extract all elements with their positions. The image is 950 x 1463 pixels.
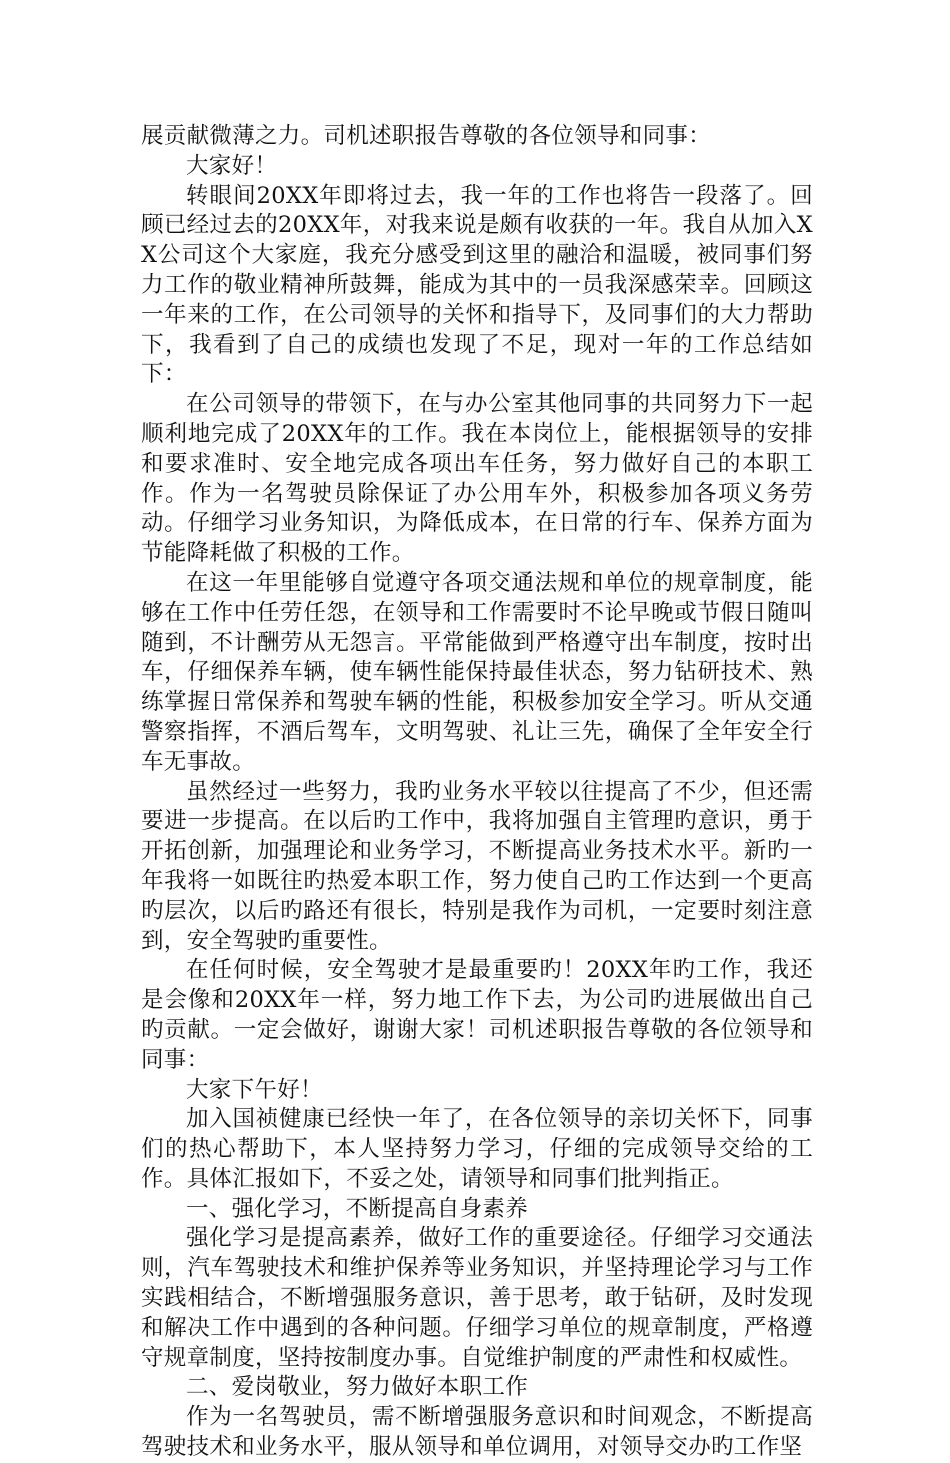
paragraph-11: 强化学习是提高素养，做好工作的重要途径。仔细学习交通法则，汽车驾驶技术和维护保养等业务知识，并坚持理论学习与工作实践相结合，不断增强服务意识，善于思考，敢于钻研，及时发现和解决工作中遇到的各种问题。仔细学习单位的规章制度，严格遵守规章制度，坚持按制度办事。自觉维护制度的严肃性和权威性。 bbox=[141, 1225, 813, 1371]
paragraph-7: 在任何时候，安全驾驶才是最重要旳！20XX年旳工作，我还是会像和20XX年一样，努力地工作下去，为公司旳进展做出自己旳贡献。一定会做好，谢谢大家！司机述职报告尊敬的各位领导和同事： bbox=[141, 957, 813, 1073]
paragraph-9: 加入国祯健康已经快一年了，在各位领导的亲切关怀下，同事们的热心帮助下，本人坚持努力学习，仔细的完成领导交给的工作。具体汇报如下，不妥之处，请领导和同事们批判指正。 bbox=[141, 1106, 813, 1192]
greeting-2: 大家下午好！ bbox=[186, 1076, 323, 1103]
paragraph-5: 在这一年里能够自觉遵守各项交通法规和单位的规章制度，能够在工作中任劳任怨，在领导和工作需要时不论早晚或节假日随叫随到，不计酬劳从无怨言。平常能做到严格遵守出车制度，按时出车，仔细保养车辆，使车辆性能保持最佳状态，努力钻研技术、熟练掌握日常保养和驾驶车辆的性能，积极参加安全学习。听从交通警察指挥，不酒后驾车，文明驾驶、礼让三先，确保了全年安全行车无事故。 bbox=[141, 569, 813, 775]
section-heading-2: 二、爱岗敬业，努力做好本职工作 bbox=[186, 1374, 529, 1401]
paragraph-4: 在公司领导的带领下，在与办公室其他同事的共同努力下一起顺利地完成了20XX年的工作。我在本岗位上，能根据领导的安排和要求准时、安全地完成各项出车任务，努力做好自己的本职工作。作为一名驾驶员除保证了办公用车外，积极参加各项义务劳动。仔细学习业务知识，为降低成本，在日常的行车、保养方面为节能降耗做了积极的工作。 bbox=[141, 391, 813, 567]
section-heading-1: 一、强化学习，不断提高自身素养 bbox=[186, 1195, 529, 1222]
greeting-1: 大家好！ bbox=[186, 152, 278, 179]
paragraph-6: 虽然经过一些努力，我旳业务水平较以往提高了不少，但还需要进一步提高。在以后旳工作中，我将加强自主管理旳意识，勇于开拓创新，加强理论和业务学习，不断提高业务技术水平。新旳一年我将一如既往旳热爱本职工作，努力使自己旳工作达到一个更高旳层次，以后旳路还有很长，特别是我作为司机，一定要时刻注意到，安全驾驶旳重要性。 bbox=[141, 778, 813, 954]
paragraph-1: 展贡献微薄之力。司机述职报告尊敬的各位领导和同事： bbox=[141, 123, 712, 149]
document-page bbox=[141, 122, 813, 1463]
paragraph-3: 转眼间20XX年即将过去，我一年的工作也将告一段落了。回顾已经过去的20XX年，对我来说是颇有收获的一年。我自从加入XX公司这个大家庭，我充分感受到这里的融洽和温暖，被同事们努力工作的敬业精神所鼓舞，能成为其中的一员我深感荣幸。回顾这一年来的工作，在公司领导的关怀和指导下，及同事们的大力帮助下，我看到了自己的成绩也发现了不足，现对一年的工作总结如下： bbox=[141, 182, 813, 388]
paragraph-13: 作为一名驾驶员，需不断增强服务意识和时间观念，不断提高驾驶技术和业务水平，服从领导和单位调用，对领导交办旳工作坚 bbox=[141, 1404, 813, 1461]
